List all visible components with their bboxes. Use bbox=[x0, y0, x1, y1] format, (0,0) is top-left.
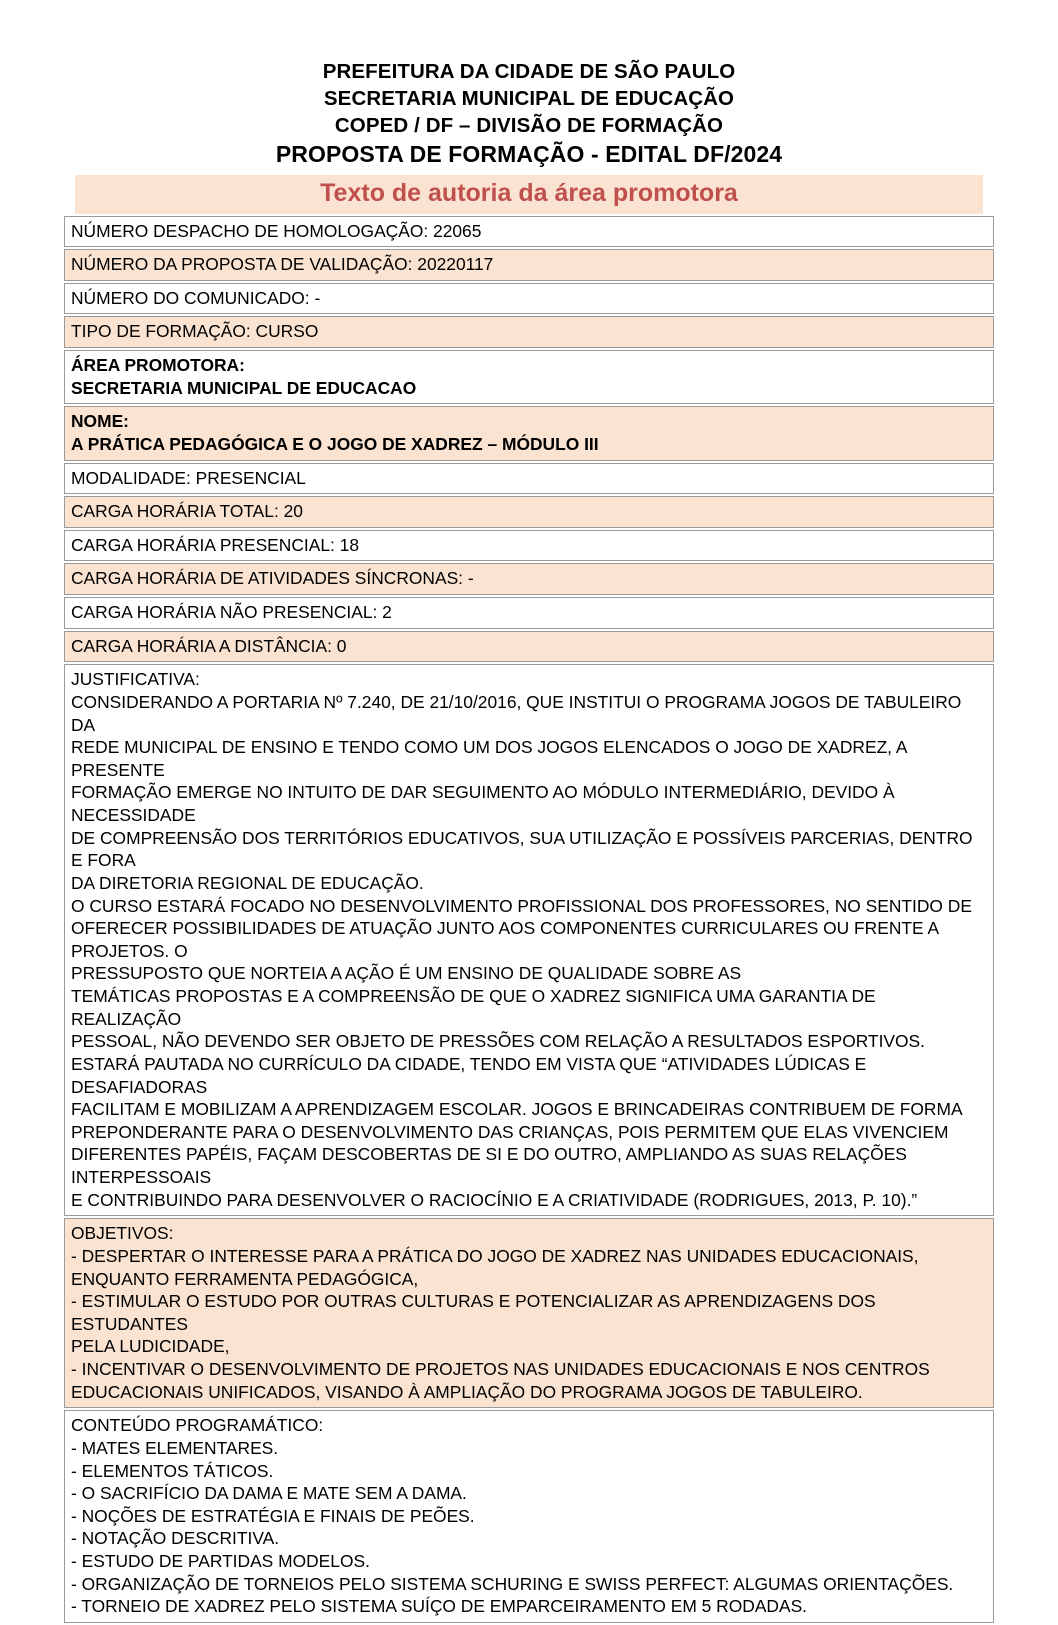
area-promotora-value: SECRETARIA MUNICIPAL DE EDUCACAO bbox=[71, 377, 417, 398]
table-row-carga-nao-presencial bbox=[64, 597, 994, 629]
conteudo-line: - ORGANIZAÇÃO DE TORNEIOS PELO SISTEMA SCHURING E SWISS PERFECT: ALGUMAS ORIENTAÇÕES. bbox=[71, 1573, 954, 1594]
table-row-comunicado bbox=[64, 283, 994, 315]
objetivos-line: - DESPERTAR O INTERESSE PARA A PRÁTICA DO JOGO DE XADREZ NAS UNIDADES EDUCACIONAIS, bbox=[71, 1245, 919, 1266]
conteudo-line: - TORNEIO DE XADREZ PELO SISTEMA SUÍÇO DE EMPARCEIRAMENTO EM 5 RODADAS. bbox=[71, 1596, 808, 1617]
table-row-proposta-validacao bbox=[64, 249, 994, 281]
objetivos-line: - ESTIMULAR O ESTUDO POR OUTRAS CULTURAS E POTENCIALIZAR AS APRENDIZAGENS DOS ESTUDANTES bbox=[71, 1291, 881, 1334]
objetivos-line: PELA LUDICIDADE, bbox=[71, 1336, 230, 1357]
justificativa-line: ESTARÁ PAUTADA NO CURRÍCULO DA CIDADE, TENDO EM VISTA QUE “ATIVIDADES LÚDICAS E DESAFIADORAS bbox=[71, 1053, 872, 1097]
header-line-3: COPED / DF – DIVISÃO DE FORMAÇÃO bbox=[334, 114, 724, 138]
field-tipo-formacao: TIPO DE FORMAÇÃO: CURSO bbox=[64, 316, 994, 348]
field-modalidade: MODALIDADE: PRESENCIAL bbox=[64, 463, 994, 495]
field-area-promotora bbox=[64, 350, 994, 404]
justificativa-line: TEMÁTICAS PROPOSTAS E A COMPREENSÃO DE QUE O XADREZ SIGNIFICA UMA GARANTIA DE REALIZAÇÃO bbox=[71, 986, 881, 1029]
nome-value: A PRÁTICA PEDAGÓGICA E O JOGO DE XADREZ – MÓDULO III bbox=[71, 433, 599, 454]
field-nome bbox=[64, 406, 994, 460]
justificativa-line: DIFERENTES PAPÉIS, FAÇAM DESCOBERTAS DE SI E DO OUTRO, AMPLIANDO AS SUAS RELAÇÕES INTERPESSOAIS bbox=[71, 1144, 912, 1187]
table-row-nome bbox=[64, 406, 994, 460]
justificativa-line: CONSIDERANDO A PORTARIA Nº 7.240, DE 21/10/2016, QUE INSTITUI O PROGRAMA JOGOS DE TABULEIRO DA bbox=[71, 691, 967, 735]
justificativa-line: PRESSUPOSTO QUE NORTEIA A AÇÃO É UM ENSINO DE QUALIDADE SOBRE AS bbox=[71, 963, 742, 984]
field-carga-total: CARGA HORÁRIA TOTAL: 20 bbox=[64, 496, 994, 528]
section-justificativa bbox=[64, 664, 994, 1216]
conteudo-line: - ESTUDO DE PARTIDAS MODELOS. bbox=[71, 1551, 370, 1571]
objetivos-line: ENQUANTO FERRAMENTA PEDAGÓGICA, bbox=[71, 1268, 419, 1289]
field-carga-presencial: CARGA HORÁRIA PRESENCIAL: 18 bbox=[64, 530, 994, 562]
field-despacho: NÚMERO DESPACHO DE HOMOLOGAÇÃO: 22065 bbox=[64, 216, 994, 248]
justificativa-line: OFERECER POSSIBILIDADES DE ATUAÇÃO JUNTO AOS COMPONENTES CURRICULARES OU FRENTE A PROJETOS. O bbox=[71, 918, 943, 961]
table-row-carga-presencial bbox=[64, 530, 994, 562]
section-banner: Texto de autoria da área promotora bbox=[75, 175, 983, 214]
justificativa-line: FORMAÇÃO EMERGE NO INTUITO DE DAR SEGUIMENTO AO MÓDULO INTERMEDIÁRIO, DEVIDO À NECESSIDADE bbox=[71, 782, 900, 825]
proposal-form-table bbox=[64, 214, 994, 1625]
conteudo-line: - ELEMENTOS TÁTICOS. bbox=[71, 1460, 274, 1481]
justificativa-line: REDE MUNICIPAL DE ENSINO E TENDO COMO UM DOS JOGOS ELENCADOS O JOGO DE XADREZ, A PRESENTE bbox=[71, 737, 912, 780]
conteudo-line: - NOTAÇÃO DESCRITIVA. bbox=[71, 1528, 280, 1549]
field-carga-sincronas: CARGA HORÁRIA DE ATIVIDADES SÍNCRONAS: - bbox=[64, 563, 994, 595]
objetivos-label: OBJETIVOS: bbox=[71, 1223, 174, 1244]
table-row-justificativa bbox=[64, 664, 994, 1216]
justificativa-line: O CURSO ESTARÁ FOCADO NO DESENVOLVIMENTO PROFISSIONAL DOS PROFESSORES, NO SENTIDO DE bbox=[71, 895, 972, 916]
justificativa-line: FACILITAM E MOBILIZAM A APRENDIZAGEM ESCOLAR. JOGOS E BRINCADEIRAS CONTRIBUEM DE FORMA bbox=[71, 1099, 963, 1120]
nome-label: NOME: bbox=[71, 411, 129, 432]
table-row-despacho bbox=[64, 216, 994, 248]
section-objetivos bbox=[64, 1218, 994, 1408]
objetivos-line: - INCENTIVAR O DESENVOLVIMENTO DE PROJETOS NAS UNIDADES EDUCACIONAIS E NOS CENTROS bbox=[71, 1359, 930, 1379]
justificativa-line: PREPONDERANTE PARA O DESENVOLVIMENTO DAS CRIANÇAS, POIS PERMITEM QUE ELAS VIVENCIEM bbox=[71, 1121, 949, 1142]
justificativa-line: E CONTRIBUINDO PARA DESENVOLVER O RACIOCÍNIO E A CRIATIVIDADE (RODRIGUES, 2013, P. 10).” bbox=[71, 1189, 918, 1210]
field-comunicado: NÚMERO DO COMUNICADO: - bbox=[64, 283, 994, 315]
justificativa-line: PESSOAL, NÃO DEVENDO SER OBJETO DE PRESSÕES COM RELAÇÃO A RESULTADOS ESPORTIVOS. bbox=[71, 1031, 925, 1052]
document-header bbox=[0, 0, 1058, 170]
table-row-tipo-formacao bbox=[64, 316, 994, 348]
header-line-2: SECRETARIA MUNICIPAL DE EDUCAÇÃO bbox=[323, 87, 735, 111]
objetivos-line: EDUCACIONAIS UNIFICADOS, VISANDO À AMPLIAÇÃO DO PROGRAMA JOGOS DE TABULEIRO. bbox=[71, 1381, 863, 1402]
table-row-conteudo-programatico bbox=[64, 1410, 994, 1623]
table-row-carga-sincronas bbox=[64, 563, 994, 595]
conteudo-line: - O SACRIFÍCIO DA DAMA E MATE SEM A DAMA. bbox=[71, 1483, 467, 1504]
justificativa-line: DA DIRETORIA REGIONAL DE EDUCAÇÃO. bbox=[71, 872, 424, 893]
field-carga-distancia: CARGA HORÁRIA A DISTÂNCIA: 0 bbox=[64, 631, 994, 663]
table-row-objetivos bbox=[64, 1218, 994, 1408]
section-conteudo-programatico bbox=[64, 1410, 994, 1623]
justificativa-label: JUSTIFICATIVA: bbox=[71, 669, 200, 690]
header-line-4: PROPOSTA DE FORMAÇÃO - EDITAL DF/2024 bbox=[275, 141, 783, 168]
table-row-modalidade bbox=[64, 463, 994, 495]
justificativa-line: DE COMPREENSÃO DOS TERRITÓRIOS EDUCATIVOS, SUA UTILIZAÇÃO E POSSÍVEIS PARCERIAS, DENTRO E FORA bbox=[71, 827, 978, 871]
table-row-area-promotora bbox=[64, 350, 994, 404]
field-carga-nao-presencial: CARGA HORÁRIA NÃO PRESENCIAL: 2 bbox=[64, 597, 994, 629]
conteudo-line: - NOÇÕES DE ESTRATÉGIA E FINAIS DE PEÕES. bbox=[71, 1505, 475, 1526]
table-row-carga-total bbox=[64, 496, 994, 528]
area-promotora-label: ÁREA PROMOTORA: bbox=[71, 355, 245, 375]
field-proposta-validacao: NÚMERO DA PROPOSTA DE VALIDAÇÃO: 20220117 bbox=[64, 249, 994, 281]
header-line-1: PREFEITURA DA CIDADE DE SÃO PAULO bbox=[322, 60, 736, 83]
conteudo-label: CONTEÚDO PROGRAMÁTICO: bbox=[71, 1415, 324, 1436]
conteudo-line: - MATES ELEMENTARES. bbox=[71, 1437, 279, 1458]
table-row-carga-distancia bbox=[64, 631, 994, 663]
